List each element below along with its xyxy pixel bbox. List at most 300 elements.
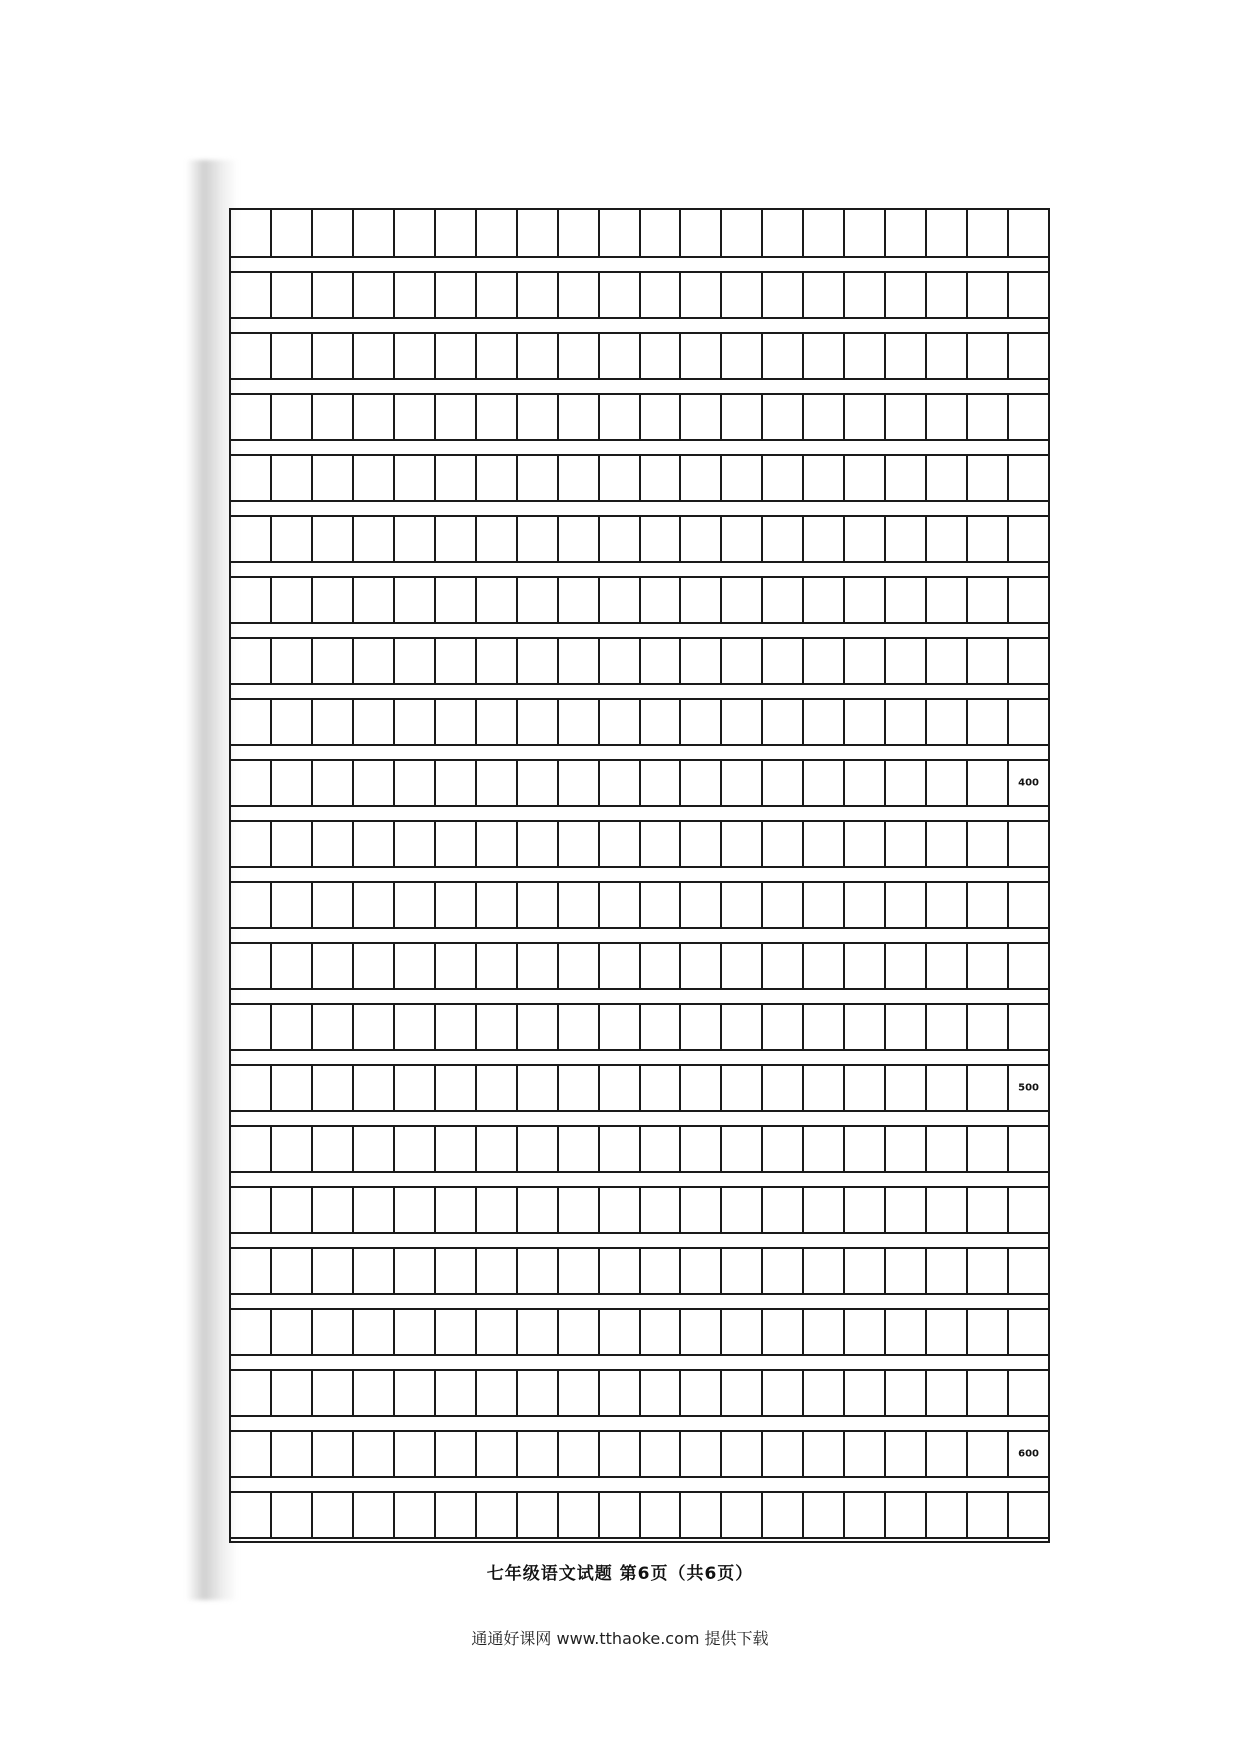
grid-cell	[641, 1127, 682, 1171]
grid-cell	[477, 944, 518, 988]
grid-cell	[477, 1066, 518, 1110]
grid-cell	[845, 456, 886, 500]
word-count-mark: 600	[1018, 1448, 1040, 1460]
grid-cell	[313, 1127, 354, 1171]
grid-cell	[231, 1127, 272, 1171]
grid-cell	[886, 1432, 927, 1476]
grid-cell	[681, 273, 722, 317]
grid-cell	[313, 334, 354, 378]
grid-cell	[641, 883, 682, 927]
grid-cell	[968, 761, 1009, 805]
grid-cell	[354, 395, 395, 439]
grid-cell	[436, 1310, 477, 1354]
grid-cell	[1009, 700, 1048, 744]
grid-cell	[641, 944, 682, 988]
grid-cell	[763, 456, 804, 500]
grid-cell	[559, 944, 600, 988]
grid-cell	[600, 517, 641, 561]
grid-cell	[231, 700, 272, 744]
grid-cell	[477, 1493, 518, 1537]
grid-cell	[763, 1432, 804, 1476]
grid-cell	[804, 700, 845, 744]
grid-cell	[272, 1127, 313, 1171]
grid-cell	[231, 639, 272, 683]
grid-cell	[354, 1005, 395, 1049]
grid-row	[231, 1125, 1048, 1173]
grid-cell	[436, 395, 477, 439]
grid-cell	[681, 944, 722, 988]
grid-cell	[231, 273, 272, 317]
grid-cell	[804, 334, 845, 378]
grid-cell	[559, 1493, 600, 1537]
grid-cell	[763, 1005, 804, 1049]
grid-cell	[1009, 1249, 1048, 1293]
grid-cell	[272, 334, 313, 378]
grid-cell	[272, 1493, 313, 1537]
grid-cell	[600, 456, 641, 500]
grid-cell	[272, 822, 313, 866]
grid-cell	[477, 1005, 518, 1049]
grid-cell	[231, 1249, 272, 1293]
grid-cell	[927, 578, 968, 622]
grid-cell	[641, 1493, 682, 1537]
grid-cell	[763, 334, 804, 378]
grid-cell	[722, 1493, 763, 1537]
grid-cell	[477, 700, 518, 744]
grid-cell	[436, 1188, 477, 1232]
grid-cell	[845, 273, 886, 317]
grid-row	[231, 1003, 1048, 1051]
grid-cell	[272, 578, 313, 622]
grid-cell	[272, 273, 313, 317]
grid-cell	[681, 517, 722, 561]
grid-cell	[313, 1493, 354, 1537]
grid-cell	[313, 1310, 354, 1354]
grid-cell	[845, 1005, 886, 1049]
grid-cell	[927, 700, 968, 744]
grid-cell	[231, 1493, 272, 1537]
grid-cell	[518, 639, 559, 683]
grid-cell	[436, 761, 477, 805]
grid-cell	[559, 1188, 600, 1232]
grid-cell	[722, 1310, 763, 1354]
grid-cell	[681, 1493, 722, 1537]
grid-cell	[559, 822, 600, 866]
grid-cell	[763, 1066, 804, 1110]
grid-cell	[845, 944, 886, 988]
grid-cell	[231, 334, 272, 378]
grid-cell	[722, 822, 763, 866]
grid-row	[231, 759, 1048, 807]
grid-cell	[395, 639, 436, 683]
grid-cell	[600, 822, 641, 866]
grid-cell	[231, 822, 272, 866]
grid-cell	[395, 456, 436, 500]
grid-cell	[886, 1493, 927, 1537]
grid-cell	[763, 395, 804, 439]
grid-cell	[559, 456, 600, 500]
grid-cell	[600, 944, 641, 988]
grid-cell	[886, 822, 927, 866]
grid-row	[231, 576, 1048, 624]
grid-cell	[886, 273, 927, 317]
grid-cell	[763, 578, 804, 622]
grid-cell	[436, 1432, 477, 1476]
grid-cell	[845, 639, 886, 683]
grid-cell	[436, 334, 477, 378]
grid-cell	[763, 1188, 804, 1232]
grid-cell	[313, 1005, 354, 1049]
grid-cell	[804, 578, 845, 622]
grid-cell	[272, 700, 313, 744]
grid-cell	[1009, 639, 1048, 683]
grid-cell	[722, 700, 763, 744]
grid-cell	[231, 210, 272, 256]
grid-cell	[518, 1066, 559, 1110]
grid-cell	[354, 822, 395, 866]
grid-cell	[886, 1371, 927, 1415]
grid-row	[231, 820, 1048, 868]
grid-cell	[477, 1188, 518, 1232]
grid-cell	[681, 334, 722, 378]
grid-cell	[804, 1005, 845, 1049]
grid-cell	[559, 1127, 600, 1171]
grid-cell	[272, 1371, 313, 1415]
composition-grid	[229, 208, 1050, 1543]
grid-cell	[559, 1371, 600, 1415]
grid-cell	[231, 1310, 272, 1354]
grid-cell	[395, 1005, 436, 1049]
grid-cell	[477, 1249, 518, 1293]
grid-cell	[313, 1249, 354, 1293]
grid-cell	[1009, 578, 1048, 622]
grid-cell	[722, 456, 763, 500]
grid-cell	[395, 1188, 436, 1232]
grid-cell	[763, 273, 804, 317]
grid-cell	[968, 639, 1009, 683]
grid-cell	[436, 517, 477, 561]
grid-cell	[354, 210, 395, 256]
grid-cell	[927, 1310, 968, 1354]
grid-cell	[968, 1005, 1009, 1049]
grid-cell	[600, 1432, 641, 1476]
grid-cell	[477, 639, 518, 683]
grid-cell	[763, 1127, 804, 1171]
grid-cell	[436, 210, 477, 256]
grid-cell	[1009, 1371, 1048, 1415]
grid-cell	[272, 1005, 313, 1049]
grid-cell	[927, 944, 968, 988]
grid-cell	[518, 700, 559, 744]
grid-cell	[763, 883, 804, 927]
grid-cell	[641, 456, 682, 500]
grid-cell	[886, 944, 927, 988]
grid-cell	[968, 456, 1009, 500]
grid-row	[231, 454, 1048, 502]
grid-cell	[518, 944, 559, 988]
grid-cell	[272, 639, 313, 683]
grid-cell	[763, 1493, 804, 1537]
grid-cell	[886, 639, 927, 683]
grid-cell	[681, 578, 722, 622]
grid-row	[231, 393, 1048, 441]
grid-cell	[518, 456, 559, 500]
grid-cell	[518, 517, 559, 561]
grid-cell	[845, 517, 886, 561]
grid-cell	[272, 456, 313, 500]
grid-cell	[763, 761, 804, 805]
grid-cell	[968, 1432, 1009, 1476]
grid-cell	[395, 1310, 436, 1354]
grid-cell	[927, 273, 968, 317]
grid-cell	[681, 1249, 722, 1293]
grid-cell	[559, 334, 600, 378]
grid-cell	[641, 1066, 682, 1110]
grid-cell	[395, 1249, 436, 1293]
grid-cell	[804, 944, 845, 988]
grid-cell	[436, 1005, 477, 1049]
grid-cell	[886, 1005, 927, 1049]
grid-cell	[600, 395, 641, 439]
grid-cell	[804, 761, 845, 805]
grid-cell	[886, 395, 927, 439]
grid-cell	[845, 1432, 886, 1476]
grid-cell	[600, 700, 641, 744]
grid-cell	[722, 334, 763, 378]
grid-cell	[395, 578, 436, 622]
grid-cell	[354, 1188, 395, 1232]
grid-cell	[681, 210, 722, 256]
grid-cell	[1009, 1432, 1048, 1476]
grid-cell	[927, 210, 968, 256]
grid-cell	[927, 1371, 968, 1415]
grid-cell	[681, 456, 722, 500]
grid-cell	[886, 1310, 927, 1354]
grid-cell	[804, 1493, 845, 1537]
grid-cell	[395, 210, 436, 256]
grid-cell	[354, 273, 395, 317]
grid-cell	[600, 1066, 641, 1110]
grid-cell	[886, 761, 927, 805]
grid-cell	[845, 395, 886, 439]
grid-cell	[763, 1249, 804, 1293]
grid-cell	[804, 1371, 845, 1415]
grid-cell	[477, 517, 518, 561]
grid-cell	[681, 883, 722, 927]
grid-cell	[600, 1493, 641, 1537]
grid-cell	[272, 1310, 313, 1354]
grid-cell	[477, 273, 518, 317]
grid-row	[231, 271, 1048, 319]
grid-cell	[804, 1310, 845, 1354]
grid-cell	[313, 1188, 354, 1232]
grid-cell	[641, 639, 682, 683]
grid-cell	[436, 1249, 477, 1293]
grid-cell	[272, 1188, 313, 1232]
grid-cell	[722, 1005, 763, 1049]
grid-cell	[1009, 517, 1048, 561]
grid-cell	[477, 395, 518, 439]
grid-cell	[518, 273, 559, 317]
grid-cell	[436, 700, 477, 744]
grid-cell	[722, 517, 763, 561]
grid-cell	[354, 1493, 395, 1537]
grid-cell	[313, 456, 354, 500]
grid-cell	[681, 761, 722, 805]
grid-cell	[559, 700, 600, 744]
grid-cell	[354, 334, 395, 378]
grid-cell	[313, 1432, 354, 1476]
grid-cell	[927, 395, 968, 439]
grid-cell	[886, 1127, 927, 1171]
grid-cell	[272, 517, 313, 561]
grid-cell	[722, 1371, 763, 1415]
grid-cell	[313, 210, 354, 256]
grid-cell	[968, 1249, 1009, 1293]
grid-cell	[641, 1432, 682, 1476]
grid-cell	[231, 761, 272, 805]
grid-cell	[845, 761, 886, 805]
grid-cell	[1009, 761, 1048, 805]
grid-cell	[886, 1249, 927, 1293]
grid-cell	[681, 1188, 722, 1232]
grid-cell	[681, 1005, 722, 1049]
grid-cell	[886, 700, 927, 744]
grid-cell	[354, 517, 395, 561]
grid-cell	[722, 210, 763, 256]
grid-cell	[313, 578, 354, 622]
grid-cell	[845, 1188, 886, 1232]
grid-cell	[641, 395, 682, 439]
grid-cell	[395, 1432, 436, 1476]
grid-row	[231, 942, 1048, 990]
grid-cell	[395, 334, 436, 378]
grid-cell	[1009, 1310, 1048, 1354]
grid-row	[231, 332, 1048, 380]
grid-cell	[845, 1371, 886, 1415]
grid-cell	[354, 700, 395, 744]
grid-cell	[763, 1371, 804, 1415]
grid-cell	[354, 1127, 395, 1171]
grid-cell	[927, 517, 968, 561]
grid-cell	[518, 1249, 559, 1293]
grid-cell	[395, 761, 436, 805]
grid-cell	[477, 822, 518, 866]
grid-cell	[641, 822, 682, 866]
grid-cell	[763, 517, 804, 561]
grid-cell	[641, 700, 682, 744]
grid-cell	[927, 1188, 968, 1232]
grid-cell	[804, 639, 845, 683]
grid-cell	[518, 334, 559, 378]
grid-cell	[600, 334, 641, 378]
grid-cell	[436, 944, 477, 988]
grid-cell	[354, 1066, 395, 1110]
grid-cell	[600, 1188, 641, 1232]
grid-cell	[313, 639, 354, 683]
grid-cell	[518, 210, 559, 256]
grid-cell	[477, 1371, 518, 1415]
grid-cell	[681, 1127, 722, 1171]
grid-cell	[968, 334, 1009, 378]
grid-cell	[313, 1066, 354, 1110]
grid-cell	[1009, 1066, 1048, 1110]
grid-cell	[1009, 1188, 1048, 1232]
grid-cell	[845, 334, 886, 378]
grid-cell	[763, 1310, 804, 1354]
grid-row	[231, 1430, 1048, 1478]
grid-cell	[968, 1066, 1009, 1110]
grid-cell	[354, 456, 395, 500]
grid-cell	[518, 1371, 559, 1415]
grid-cell	[518, 395, 559, 439]
grid-cell	[231, 578, 272, 622]
grid-cell	[600, 639, 641, 683]
grid-cell	[436, 1371, 477, 1415]
grid-cell	[477, 1310, 518, 1354]
grid-cell	[763, 700, 804, 744]
grid-cell	[272, 1066, 313, 1110]
grid-cell	[436, 578, 477, 622]
grid-cell	[354, 1432, 395, 1476]
grid-cell	[395, 395, 436, 439]
grid-cell	[886, 456, 927, 500]
grid-cell	[641, 761, 682, 805]
grid-cell	[600, 1127, 641, 1171]
grid-cell	[845, 1493, 886, 1537]
grid-cell	[722, 639, 763, 683]
grid-cell	[927, 1432, 968, 1476]
word-count-mark: 400	[1018, 777, 1040, 789]
grid-cell	[681, 1310, 722, 1354]
grid-cell	[600, 1005, 641, 1049]
grid-cell	[968, 273, 1009, 317]
grid-cell	[231, 1432, 272, 1476]
grid-cell	[313, 273, 354, 317]
grid-cell	[313, 1371, 354, 1415]
grid-cell	[968, 395, 1009, 439]
grid-cell	[395, 1127, 436, 1171]
grid-cell	[845, 883, 886, 927]
grid-cell	[395, 1493, 436, 1537]
grid-cell	[559, 1005, 600, 1049]
grid-cell	[886, 578, 927, 622]
grid-cell	[231, 1371, 272, 1415]
grid-cell	[518, 1432, 559, 1476]
grid-cell	[231, 456, 272, 500]
grid-cell	[641, 210, 682, 256]
grid-cell	[436, 1127, 477, 1171]
grid-cell	[518, 1310, 559, 1354]
grid-cell	[395, 1371, 436, 1415]
grid-cell	[927, 761, 968, 805]
grid-cell	[231, 883, 272, 927]
grid-cell	[272, 761, 313, 805]
grid-cell	[968, 210, 1009, 256]
grid-row	[231, 1247, 1048, 1295]
grid-cell	[600, 883, 641, 927]
grid-cell	[927, 1249, 968, 1293]
grid-cell	[681, 1066, 722, 1110]
grid-cell	[272, 1432, 313, 1476]
grid-row	[231, 637, 1048, 685]
grid-cell	[681, 639, 722, 683]
grid-cell	[272, 1249, 313, 1293]
grid-cell	[886, 334, 927, 378]
grid-cell	[354, 578, 395, 622]
grid-cell	[1009, 1493, 1048, 1537]
grid-cell	[722, 883, 763, 927]
